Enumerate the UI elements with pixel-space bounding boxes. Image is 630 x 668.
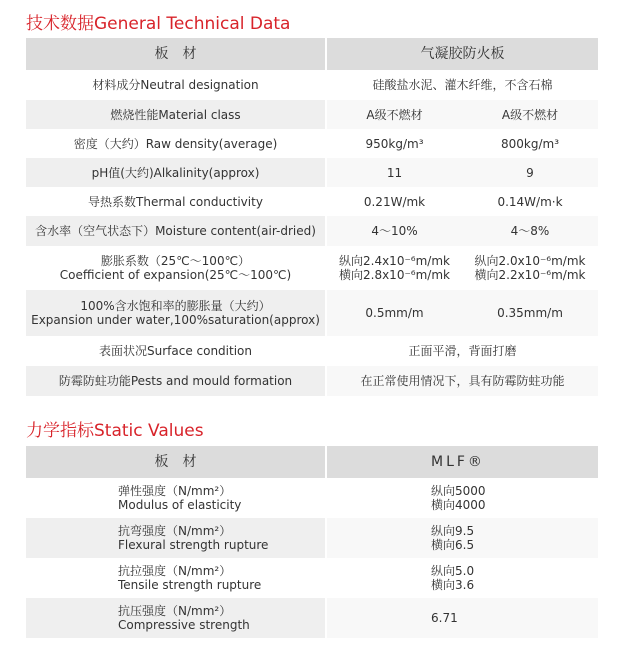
table-row (26, 366, 598, 396)
table-row (26, 70, 598, 100)
row-value-2: 0.14W/m·k (462, 187, 598, 216)
value-single: 6.71 (431, 611, 458, 625)
value-longitudinal: 纵向9.5 (431, 524, 475, 538)
table-row (26, 216, 598, 246)
row-label: 导热系数Thermal conductivity (26, 187, 326, 216)
row-label-cn: 抗弯强度（N/mm²） (118, 524, 232, 538)
row-label (26, 478, 326, 518)
row-value-2: 4～8% (462, 216, 598, 246)
row-label-cn: 弹性强度（N/mm²） (118, 484, 232, 498)
general-technical-table (26, 38, 598, 396)
row-value-1: A级不燃材 (326, 100, 462, 129)
table-row (26, 187, 598, 216)
static-values-table (26, 446, 598, 638)
row-label-en: Expansion under water,100%saturation(approx) (31, 313, 320, 327)
row-value (326, 518, 598, 558)
row-value (326, 558, 598, 598)
row-label-cn: 抗压强度（N/mm²） (118, 604, 232, 618)
row-label: 表面状况Surface condition (26, 336, 326, 366)
table-row (26, 478, 598, 518)
header-product-name: 气凝胶防火板 (326, 38, 598, 70)
row-label-cn: 抗拉强度（N/mm²） (118, 564, 232, 578)
table-header-row (26, 38, 598, 70)
row-value-1: 0.5mm/m (326, 290, 462, 336)
row-value-2: 0.35mm/m (462, 290, 598, 336)
row-label-en: Flexural strength rupture (118, 538, 269, 552)
table-row (26, 246, 598, 290)
row-value-2 (462, 246, 598, 290)
row-label (26, 290, 326, 336)
row-value-1: 11 (326, 158, 462, 187)
header-board-material: 板 材 (26, 38, 326, 70)
header-mlf: MLF® (326, 446, 598, 478)
table-row (26, 598, 598, 638)
row-value: 正面平滑，背面打磨 (326, 336, 598, 366)
row-label-en: Compressive strength (118, 618, 250, 632)
value-longitudinal: 纵向5000 (431, 484, 486, 498)
row-value (326, 478, 598, 518)
row-value-2: A级不燃材 (462, 100, 598, 129)
row-label-en: Coefficient of expansion(25℃～100℃) (59, 268, 292, 282)
row-value: 硅酸盐水泥、灌木纤维，不含石棉 (326, 70, 598, 100)
row-label-cn: 100%含水饱和率的膨胀量（大约） (80, 299, 271, 313)
row-label: 含水率（空气状态下）Moisture content(air-dried) (26, 216, 326, 246)
row-label: 材料成分Neutral designation (26, 70, 326, 100)
table-row (26, 558, 598, 598)
value-transverse: 横向4000 (431, 498, 486, 512)
row-label: pH值(大约)Alkalinity(approx) (26, 158, 326, 187)
row-value-2: 9 (462, 158, 598, 187)
row-value-1: 0.21W/mk (326, 187, 462, 216)
table-row (26, 518, 598, 558)
row-value: 在正常使用情况下，具有防霉防蛀功能 (326, 366, 598, 396)
row-label (26, 246, 326, 290)
general-section-title: 技术数据General Technical Data (26, 14, 291, 34)
row-label (26, 598, 326, 638)
row-value (326, 598, 598, 638)
header-board-material: 板 材 (26, 446, 326, 478)
value-transverse: 横向2.2x10⁻⁶m/mk (474, 268, 586, 282)
row-label: 燃烧性能Material class (26, 100, 326, 129)
value-longitudinal: 纵向2.0x10⁻⁶m/mk (474, 254, 586, 268)
value-transverse: 横向3.6 (431, 578, 475, 592)
table-header-row (26, 446, 598, 478)
row-label (26, 518, 326, 558)
row-label (26, 558, 326, 598)
value-transverse: 横向6.5 (431, 538, 475, 552)
value-longitudinal: 纵向5.0 (431, 564, 475, 578)
row-label-en: Tensile strength rupture (118, 578, 262, 592)
table-row (26, 129, 598, 158)
row-label: 防霉防蛀功能Pests and mould formation (26, 366, 326, 396)
table-row (26, 290, 598, 336)
row-value-1 (326, 246, 462, 290)
value-transverse: 横向2.8x10⁻⁶m/mk (339, 268, 450, 282)
row-label-cn: 膨胀系数（25℃～100℃） (100, 254, 251, 268)
row-value-2: 800kg/m³ (462, 129, 598, 158)
static-section-title: 力学指标Static Values (26, 421, 204, 441)
row-label: 密度（大约）Raw density(average) (26, 129, 326, 158)
row-label-en: Modulus of elasticity (118, 498, 242, 512)
value-longitudinal: 纵向2.4x10⁻⁶m/mk (339, 254, 450, 268)
table-row (26, 336, 598, 366)
row-value-1: 4～10% (326, 216, 462, 246)
table-row (26, 158, 598, 187)
table-row (26, 100, 598, 129)
row-value-1: 950kg/m³ (326, 129, 462, 158)
